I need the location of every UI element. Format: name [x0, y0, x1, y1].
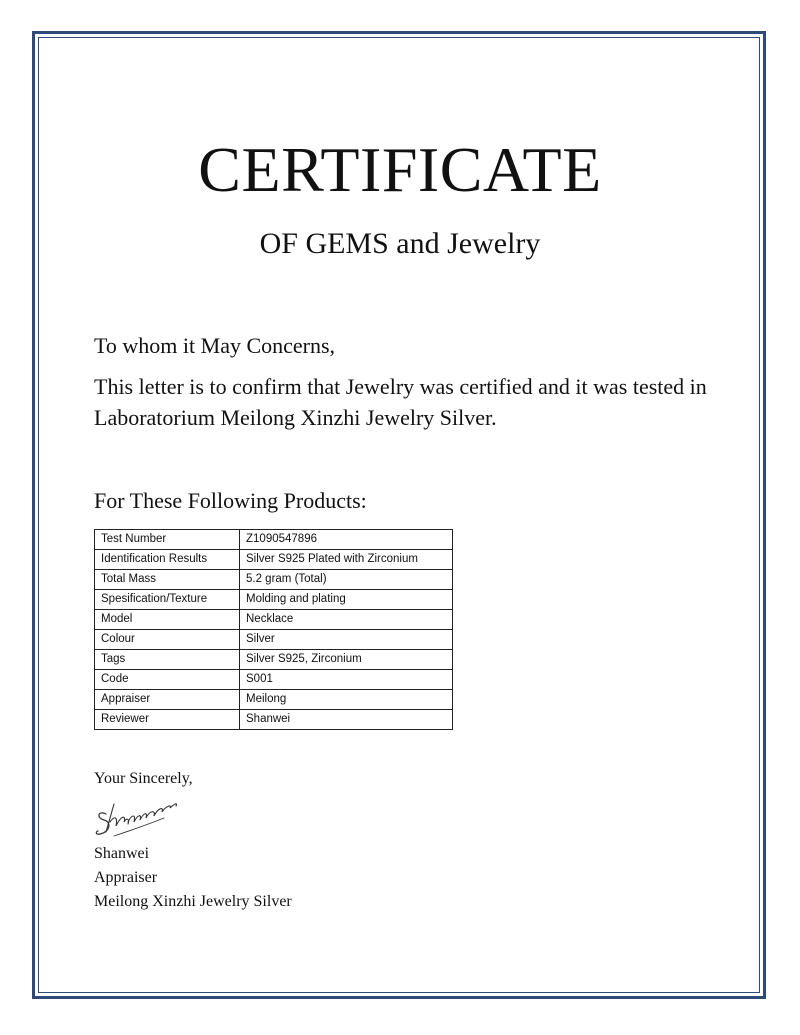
salutation: To whom it May Concerns, — [94, 333, 336, 358]
table-row — [95, 710, 453, 730]
table-row — [95, 590, 453, 610]
row-label: Test Number — [95, 530, 240, 550]
row-value: Shanwei — [240, 710, 453, 730]
certificate-subtitle: OF GEMS and Jewelry — [259, 227, 541, 260]
row-label: Tags — [95, 650, 240, 670]
row-label: Reviewer — [95, 710, 240, 730]
row-value: Silver S925 Plated with Zirconium — [240, 550, 453, 570]
row-label: Colour — [95, 630, 240, 650]
table-row — [95, 630, 453, 650]
row-label: Model — [95, 610, 240, 630]
confirmation-paragraph: This letter is to confirm that Jewelry was certified and it was tested in Laboratorium Meilong Xinzhi Jewelry Silver. — [94, 374, 707, 430]
row-value: Z1090547896 — [240, 530, 453, 550]
row-value: S001 — [240, 670, 453, 690]
row-label: Appraiser — [95, 690, 240, 710]
table-row — [95, 570, 453, 590]
row-label: Spesification/Texture — [95, 590, 240, 610]
closing-phrase: Your Sincerely, — [94, 770, 193, 787]
row-value: 5.2 gram (Total) — [240, 570, 453, 590]
products-heading: For These Following Products: — [94, 488, 367, 513]
row-label: Total Mass — [95, 570, 240, 590]
table-row — [95, 690, 453, 710]
row-value: Silver S925, Zirconium — [240, 650, 453, 670]
signer-block — [94, 842, 292, 914]
product-spec-table — [94, 529, 453, 730]
certificate-title: CERTIFICATE — [198, 134, 602, 205]
row-value: Meilong — [240, 690, 453, 710]
table-row — [95, 610, 453, 630]
table-row — [95, 530, 453, 550]
table-row — [95, 550, 453, 570]
signer-role: Appraiser — [94, 869, 158, 886]
row-label: Identification Results — [95, 550, 240, 570]
row-label: Code — [95, 670, 240, 690]
signer-company: Meilong Xinzhi Jewelry Silver — [94, 893, 292, 910]
table-row — [95, 650, 453, 670]
handwritten-signature — [92, 792, 188, 842]
row-value: Molding and plating — [240, 590, 453, 610]
table-row — [95, 670, 453, 690]
row-value: Silver — [240, 630, 453, 650]
row-value: Necklace — [240, 610, 453, 630]
signer-name: Shanwei — [94, 845, 150, 862]
